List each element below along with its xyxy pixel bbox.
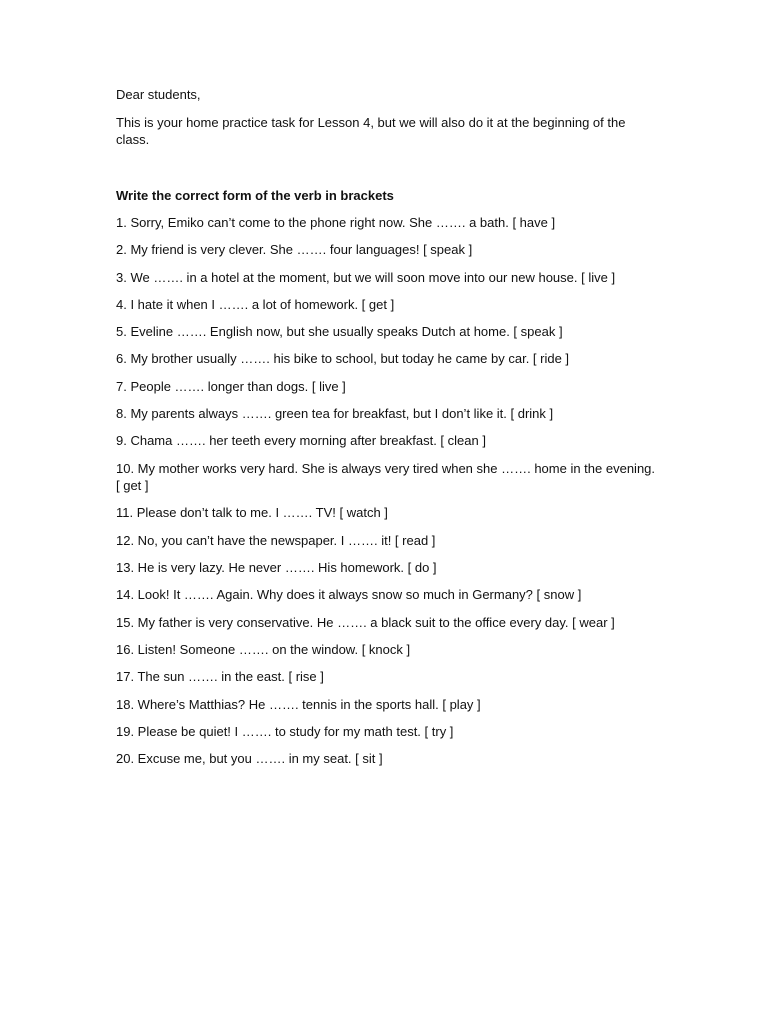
exercise-item: 6. My brother usually ……. his bike to school, but today he came by car. [ ride ] [116, 351, 570, 367]
exercise-item: 9. Chama ……. her teeth every morning after breakfast. [ clean ] [116, 433, 486, 449]
exercise-item: 7. People ……. longer than dogs. [ live ] [116, 378, 346, 394]
exercise-item: 1. Sorry, Emiko can’t come to the phone right now. She ……. a bath. [ have ] [116, 215, 556, 230]
exercise-item: 13. He is very lazy. He never ……. His homework. [ do ] [116, 560, 437, 576]
exercise-item: 20. Excuse me, but you ……. in my seat. [ sit ] [116, 751, 383, 767]
exercise-item: 15. My father is very conservative. He ……. a black suit to the office every day. [ wear ] [116, 614, 615, 630]
exercise-item: 12. No, you can’t have the newspaper. I ……. it! [ read ] [116, 532, 436, 548]
exercise-item: 10. My mother works very hard. She is always very tired when she ……. home in the evening. [ get ] [116, 460, 656, 494]
greeting: Dear students, [116, 87, 201, 102]
exercise-list [116, 214, 656, 768]
exercise-item: 2. My friend is very clever. She ……. four languages! [ speak ] [116, 242, 473, 258]
exercise-item: 17. The sun ……. in the east. [ rise ] [116, 669, 324, 685]
document-page [116, 86, 656, 777]
exercise-item: 3. We ……. in a hotel at the moment, but we will soon move into our new house. [ live ] [116, 269, 616, 285]
exercise-item: 5. Eveline ……. English now, but she usually speaks Dutch at home. [ speak ] [116, 324, 563, 340]
exercise-item: 16. Listen! Someone ……. on the window. [ knock ] [116, 641, 411, 657]
exercise-item: 19. Please be quiet! I ……. to study for my math test. [ try ] [116, 723, 454, 739]
exercise-item: 14. Look! It ……. Again. Why does it always snow so much in Germany? [ snow ] [116, 587, 582, 603]
exercise-item: 18. Where’s Matthias? He ……. tennis in the sports hall. [ play ] [116, 696, 481, 712]
exercise-item: 8. My parents always ……. green tea for breakfast, but I don’t like it. [ drink ] [116, 406, 554, 422]
exercise-item: 4. I hate it when I ……. a lot of homework. [ get ] [116, 296, 395, 312]
task-heading: Write the correct form of the verb in brackets [116, 187, 394, 203]
intro-paragraph: This is your home practice task for Lesson 4, but we will also do it at the beginning of the class. [116, 114, 626, 147]
exercise-item: 11. Please don’t talk to me. I ……. TV! [ watch ] [116, 505, 388, 521]
